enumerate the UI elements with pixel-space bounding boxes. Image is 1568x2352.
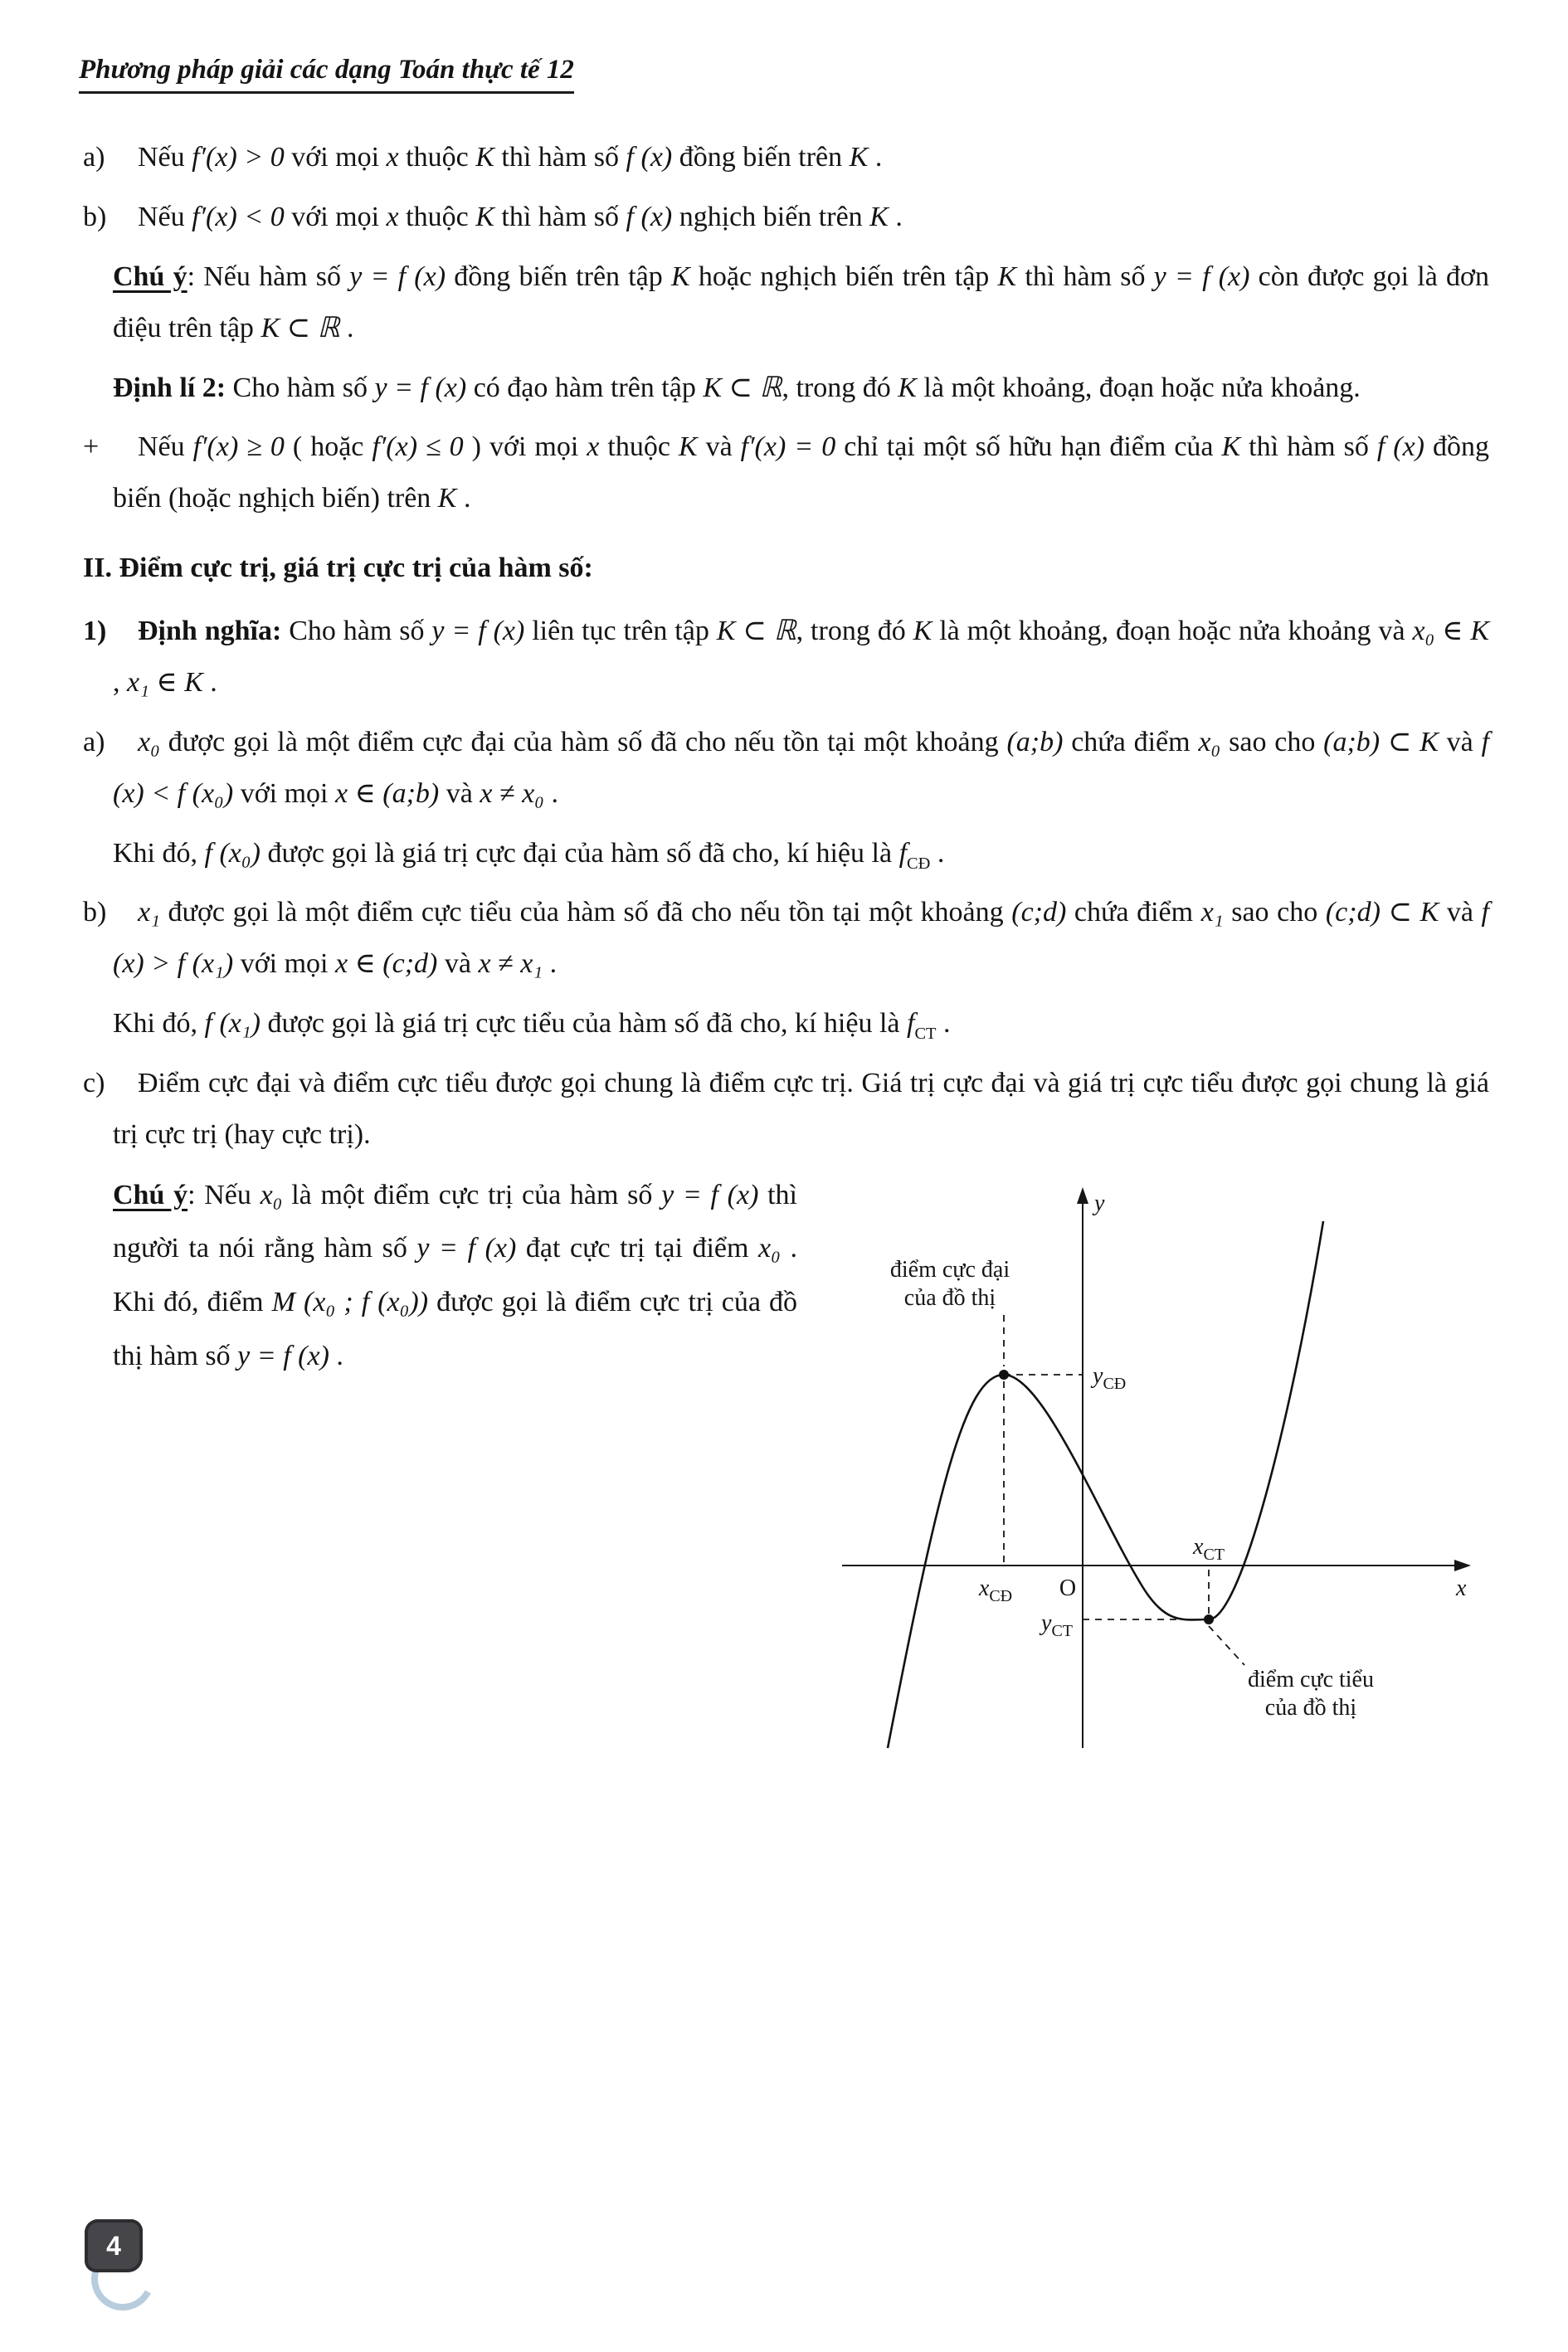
text-segment: Định lí 2:: [113, 372, 226, 403]
text-segment: và: [1438, 726, 1482, 757]
text-segment: x: [386, 201, 399, 232]
text-segment: được gọi là giá trị cực tiểu của hàm số đã cho, kí hiệu là: [261, 1008, 907, 1040]
text-segment: . Khi đó, điểm: [113, 1233, 797, 1317]
text-segment: và: [697, 431, 741, 463]
text-segment: , trong đó: [782, 372, 898, 403]
item-a-1: [83, 132, 1489, 183]
page-number-badge: [85, 2219, 164, 2306]
text-segment: f: [907, 1008, 915, 1040]
text-segment: x₀ ∈ K: [1412, 616, 1490, 646]
item-a-2: [83, 717, 1489, 820]
text-segment: Định nghĩa:: [138, 616, 282, 646]
origin-label: O: [1059, 1575, 1077, 1601]
text-segment: f (x₀): [204, 837, 261, 869]
text-segment: x ≠ x₁: [478, 948, 543, 980]
text-segment: với mọi: [284, 142, 387, 173]
text-segment: Khi đó,: [113, 837, 205, 869]
text-segment: sao cho: [1223, 897, 1326, 928]
text-segment: thuộc: [599, 431, 679, 463]
text-segment: f (x) < f (x₀): [113, 726, 1490, 809]
text-segment: và: [439, 777, 480, 809]
max-annotation-line1: điểm cực đại: [889, 1256, 1010, 1283]
text-segment: ( hoặc: [284, 431, 373, 463]
text-segment: thuộc: [398, 201, 476, 232]
maximum-point-dot: [999, 1370, 1009, 1380]
text-segment: Khi đó,: [113, 1008, 205, 1040]
content-main: [83, 132, 1489, 1161]
max-annotation-line2: của đồ thị: [903, 1284, 996, 1311]
text-segment: K: [678, 431, 698, 463]
text-segment: còn được gọi là đơn điệu trên tập: [113, 261, 1489, 343]
note-with-figure: [83, 1169, 1489, 1756]
dinh-li-2: [83, 363, 1489, 414]
text-segment: đồng biến trên: [672, 142, 850, 173]
y-ct-sub: CT: [1051, 1621, 1073, 1640]
text-segment: K: [475, 142, 494, 173]
text-segment: được gọi là điểm cực trị của đồ thị hàm số: [113, 1286, 798, 1371]
min-annotation-line1: điểm cực tiểu: [1247, 1666, 1375, 1692]
text-segment: II. Điểm cực trị, giá trị cực trị của hàm số:: [83, 553, 593, 584]
item-b-1: [83, 192, 1489, 243]
x-axis-arrow: [1454, 1560, 1471, 1571]
page-number: 4: [106, 2230, 121, 2261]
text-segment: với mọi: [233, 777, 336, 809]
list-marker: a): [83, 142, 105, 173]
list-marker: 1): [83, 616, 107, 646]
text-segment: K: [849, 142, 869, 173]
y-axis-label: y: [1094, 1190, 1105, 1216]
text-segment: với mọi: [233, 948, 336, 980]
text-segment: .: [456, 483, 471, 514]
text-segment: có đạo hàm trên tập: [466, 372, 704, 403]
text-segment: thì người ta nói rằng hàm số: [113, 1179, 798, 1264]
text-segment: x₁: [138, 897, 160, 928]
text-segment: x₀: [260, 1179, 283, 1210]
text-segment: .: [936, 1008, 951, 1040]
text-segment: f (x): [1376, 431, 1425, 463]
text-segment: Điểm cực đại và điểm cực tiểu được gọi chung là điểm cực trị. Giá trị cực đại và giá trị cực tiểu được gọi chung là giá trị cực trị (hay cực trị).: [113, 1068, 1489, 1150]
text-segment: Chú ý: [113, 261, 187, 292]
text-segment: là một khoảng, đoạn hoặc nửa khoảng.: [916, 372, 1361, 403]
text-segment: nghịch biến trên: [672, 201, 870, 232]
text-segment: M (x₀ ; f (x₀)): [271, 1286, 429, 1317]
text-segment: y = f (x): [374, 372, 467, 403]
text-segment: ,: [113, 666, 127, 698]
text-segment: f (x): [626, 142, 673, 173]
text-segment: f′(x) ≥ 0: [192, 431, 285, 463]
text-segment: đồng biến trên tập: [446, 261, 671, 292]
text-segment: .: [339, 312, 354, 343]
text-segment: K ⊂ ℝ: [716, 616, 796, 646]
text-segment: x₀: [758, 1233, 781, 1264]
y-ct-label: [1039, 1610, 1073, 1640]
text-segment: .: [202, 666, 217, 698]
text-segment: x₀: [138, 726, 160, 757]
text-segment: , trong đó: [796, 616, 913, 646]
text-segment: được gọi là một điểm cực đại của hàm số đã cho nếu tồn tại một khoảng: [159, 726, 1007, 757]
text-segment: liên tục trên tập: [524, 616, 717, 646]
text-segment: y = f (x): [237, 1340, 329, 1371]
text-segment: và: [1439, 897, 1482, 928]
y-cd-label: [1090, 1363, 1126, 1393]
text-segment: CĐ: [907, 854, 931, 873]
item-1-dinh-nghia: [83, 606, 1489, 709]
x-cd-sub: CĐ: [989, 1586, 1013, 1605]
text-segment: CT: [914, 1024, 937, 1043]
text-segment: f′(x) = 0: [740, 431, 836, 463]
item-b-2: [83, 887, 1489, 990]
text-segment: K ⊂ ℝ: [703, 372, 782, 403]
text-segment: .: [543, 948, 558, 980]
text-segment: thì hàm số: [1240, 431, 1377, 463]
text-segment: f′(x) > 0: [192, 142, 285, 173]
text-segment: Cho hàm số: [281, 616, 432, 646]
heading-ii: [83, 543, 1489, 594]
note-chu-y-1: [83, 251, 1489, 354]
text-segment: thì hàm số: [1016, 261, 1154, 292]
text-segment: (a;b): [1006, 726, 1064, 757]
x-ct-label: [1192, 1534, 1225, 1564]
text-segment: f (x) > f (x₁): [113, 897, 1489, 980]
list-marker: b): [83, 201, 107, 232]
text-segment: y = f (x): [416, 1233, 517, 1264]
text-segment: chỉ tại một số hữu hạn điểm của: [835, 431, 1222, 463]
text-segment: hoặc nghịch biến trên tập: [689, 261, 998, 292]
x-axis-label: x: [1456, 1575, 1467, 1601]
x-cd-base: x: [978, 1575, 990, 1601]
text-segment: f (x): [626, 201, 673, 232]
x-cd-label: [978, 1575, 1012, 1605]
text-segment: sao cho: [1220, 726, 1324, 757]
text-segment: K: [997, 261, 1017, 292]
text-segment: (a;b) ⊂ K: [1323, 726, 1439, 757]
text-segment: K: [898, 372, 917, 403]
text-segment: thuộc: [398, 142, 476, 173]
list-marker: c): [83, 1068, 105, 1098]
text-segment: được gọi là giá trị cực đại của hàm số đã cho, kí hiệu là: [261, 837, 899, 869]
min-label-connector-dashed: [1209, 1626, 1244, 1665]
text-segment: f: [898, 837, 908, 869]
text-segment: K: [869, 201, 889, 232]
text-segment: là một điểm cực trị của hàm số: [282, 1179, 662, 1210]
y-cd-base: y: [1093, 1362, 1103, 1389]
text-segment: K: [475, 201, 494, 232]
page-header: [79, 55, 1489, 94]
text-segment: y = f (x): [431, 616, 525, 646]
text-segment: là một khoảng, đoạn hoặc nửa khoảng và: [932, 616, 1413, 646]
running-title: Phương pháp giải các dạng Toán thực tế 12: [79, 55, 574, 94]
text-segment: đạt cực trị tại điểm: [516, 1233, 759, 1264]
text-segment: Nếu: [138, 201, 192, 232]
text-segment: K ⊂ ℝ: [261, 312, 340, 343]
text-segment: x ≠ x₀: [480, 777, 545, 809]
text-segment: y = f (x): [661, 1179, 759, 1210]
text-segment: .: [544, 777, 559, 809]
x-ct-sub: CT: [1203, 1545, 1225, 1564]
text-segment: f′(x) < 0: [192, 201, 285, 232]
text-segment: K: [1221, 431, 1241, 463]
text-segment: K: [913, 616, 933, 646]
text-segment: ) với mọi: [463, 431, 587, 463]
text-segment: đồng biến (hoặc nghịch biến) trên: [113, 431, 1490, 514]
text-segment: y = f (x): [1153, 261, 1250, 292]
text-segment: x: [587, 431, 600, 463]
text-segment: và: [437, 948, 479, 980]
text-segment: .: [329, 1340, 343, 1371]
text-segment: x ∈ (a;b): [335, 777, 440, 809]
text-segment: Nếu: [138, 142, 192, 173]
list-marker: a): [83, 726, 105, 757]
text-segment: f′(x) ≤ 0: [372, 431, 464, 463]
khi-do-2: [83, 998, 1489, 1049]
text-segment: K: [437, 483, 457, 514]
text-segment: Chú ý: [113, 1179, 188, 1210]
text-segment: thì hàm số: [494, 142, 626, 173]
text-segment: .: [930, 837, 945, 869]
text-segment: .: [888, 201, 903, 232]
text-segment: .: [868, 142, 883, 173]
text-segment: x ∈ (c;d): [335, 948, 438, 980]
text-segment: x: [386, 142, 399, 173]
text-segment: y = f (x): [349, 261, 446, 292]
minimum-point-dot: [1204, 1614, 1214, 1624]
text-segment: f (x₁): [204, 1008, 261, 1040]
list-marker: b): [83, 897, 107, 928]
text-segment: (c;d) ⊂ K: [1325, 897, 1439, 928]
text-segment: thì hàm số: [494, 201, 626, 232]
text-segment: (c;d): [1011, 897, 1067, 928]
text-segment: x₀: [1198, 726, 1221, 757]
y-axis-arrow: [1077, 1187, 1088, 1204]
text-segment: : Nếu: [187, 1179, 261, 1210]
text-segment: x₁: [1200, 897, 1224, 928]
text-segment: với mọi: [284, 201, 387, 232]
text-segment: Cho hàm số: [226, 372, 375, 403]
text-segment: chứa điểm: [1066, 897, 1201, 928]
item-plus: [83, 421, 1489, 524]
text-segment: x₁ ∈ K: [127, 666, 203, 698]
y-cd-sub: CĐ: [1103, 1374, 1127, 1393]
y-ct-base: y: [1041, 1609, 1052, 1636]
text-segment: Nếu: [138, 431, 193, 463]
min-annotation-line2: của đồ thị: [1264, 1694, 1357, 1721]
text-segment: chứa điểm: [1063, 726, 1199, 757]
text-segment: K: [670, 261, 690, 292]
text-segment: : Nếu hàm số: [187, 261, 350, 292]
extrema-graph-figure: [825, 1176, 1489, 1756]
khi-do-1: [83, 828, 1489, 879]
badge-box: [85, 2219, 143, 2272]
list-marker: +: [83, 431, 100, 463]
extrema-graph-svg: [825, 1176, 1489, 1756]
item-c: [83, 1058, 1489, 1161]
x-ct-base: x: [1193, 1533, 1204, 1560]
text-segment: được gọi là một điểm cực tiểu của hàm số đã cho nếu tồn tại một khoảng: [159, 897, 1012, 928]
